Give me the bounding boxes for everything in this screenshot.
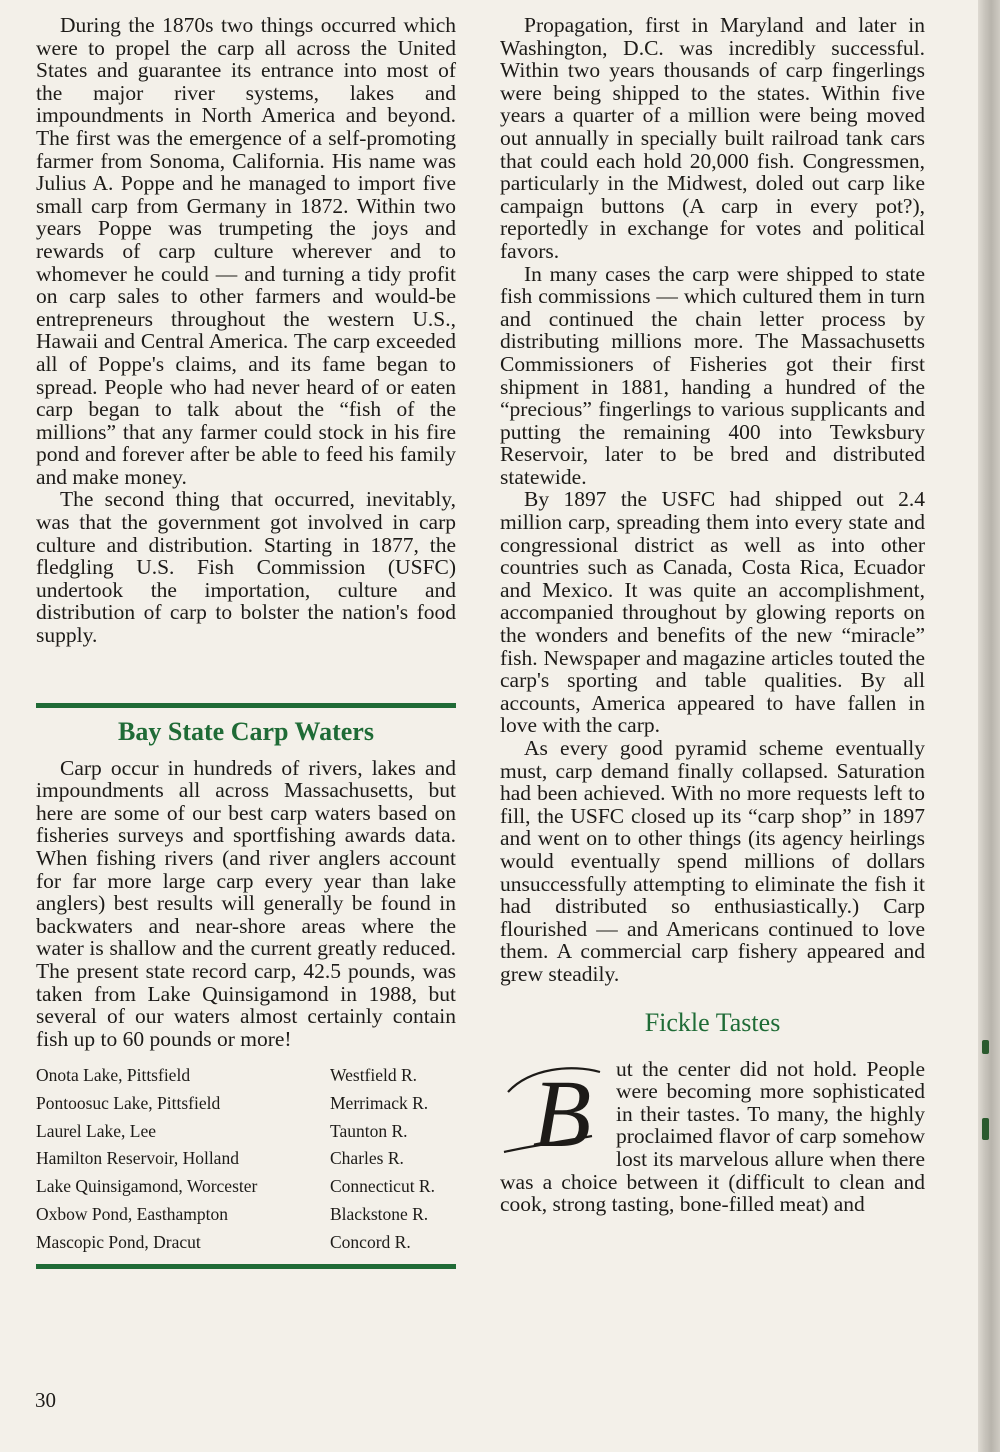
lake-item: Lake Quinsigamond, Worcester: [36, 1176, 258, 1197]
dropcap-glyph: B: [532, 1061, 592, 1154]
lake-item: Pontoosuc Lake, Pittsfield: [36, 1093, 221, 1114]
river-item: Blackstone R.: [330, 1203, 429, 1224]
body-paragraph: As every good pyramid scheme eventually must, carp demand finally collapsed. Saturation had been achieved. With no more requests left to fill, the USFC closed up its “carp shop” in 1897 and went on to other things (its agency heirlings would eventually spend millions of dollars unsuccessfully attempting to eliminate the fish it had distributed so enthusiastically.) Carp flourished — and Americans continued to love them. A commercial carp fishery appeared and grew steadily.: [500, 736, 925, 986]
sidebar-title: Bay State Carp Waters: [118, 716, 374, 746]
river-item: Concord R.: [330, 1231, 411, 1252]
river-item: Charles R.: [330, 1148, 404, 1169]
section-heading: Fickle Tastes: [644, 1007, 781, 1037]
river-item: Connecticut R.: [330, 1176, 435, 1197]
right-column: [500, 14, 925, 1216]
sidebar-bay-state-carp-waters: [36, 703, 456, 1270]
river-item: Taunton R.: [330, 1120, 408, 1141]
lake-item: Onota Lake, Pittsfield: [36, 1065, 191, 1086]
river-item: Westfield R.: [330, 1065, 418, 1086]
lake-item: Laurel Lake, Lee: [36, 1120, 156, 1141]
lake-item: Oxbow Pond, Easthampton: [36, 1203, 229, 1224]
river-item: Merrimack R.: [330, 1093, 429, 1114]
body-paragraph: By 1897 the USFC had shipped out 2.4 million carp, spreading them into every state and congressional district as well as into other countries such as Canada, Costa Rica, Ecuador and Mexico. It was quite an accomplishment, accompanied throughout by glowing reports on the wonders and benefits of the new “miracle” fish. Newspaper and magazine articles touted the carp's sporting and table qualities. By all accounts, America appeared to have fallen in love with the carp.: [500, 487, 925, 738]
sidebar-bottom-rule: [36, 1264, 456, 1269]
body-paragraph: The second thing that occurred, inevitably, was that the government got involved in carp culture and distribution. Starting in 1877, the fledgling U.S. Fish Commission (USFC) undertook the importation, culture and distribution of carp to bolster the nation's food supply.: [36, 487, 456, 648]
body-paragraph: During the 1870s two things occurred which were to propel the carp all across the United States and guarantee its entrance into most of the major river systems, lakes and impoundments in North America and beyond. The first was the emergence of a self-promoting farmer from Sonoma, California. His name was Julius A. Poppe and he managed to import five small carp from Germany in 1872. Within two years Poppe was trumpeting the joys and rewards of carp culture wherever and to whomever he could — and turning a tidy profit on carp sales to other farmers and would-be entrepreneurs throughout the western U.S., Hawaii and Central America. The carp exceeded all of Poppe's claims, and its fame began to spread. People who had never heard of or eaten carp began to talk about the “fish of the millions” that any farmer could stock in his fire pond and forever after be able to feed his family and make money.: [36, 13, 456, 489]
body-paragraph: Propagation, first in Maryland and later in Washington, D.C. was incredibly successful. Within two years thousands of carp fingerlings were being shipped to the states. Within five years a quarter of a million were being moved out annually in specially built railroad tank cars that could each hold 20,000 fish. Congressmen, particularly in the Midwest, doled out carp like campaign buttons (A carp in every pot?), reportedly in exchange for votes and political favors.: [500, 13, 925, 263]
body-paragraph: In many cases the carp were shipped to state fish commissions — which cultured them in turn and continued the chain letter process by distributing millions more. The Massachusetts Commissioners of Fisheries got their first shipment in 1881, handing a hundred of the “precious” fingerlings to various supplicants and putting the remaining 400 into Tewksbury Reservoir, later to be bred and distributed statewide.: [500, 261, 925, 489]
page-binding-edge: [978, 0, 1000, 1452]
binding-mark: [982, 1118, 989, 1140]
waters-list: [36, 1062, 456, 1256]
binding-mark: [982, 1040, 989, 1054]
left-column: [36, 14, 456, 1269]
page-number: 30: [35, 1388, 56, 1412]
sidebar-intro: Carp occur in hundreds of rivers, lakes and impoundments all across Massachusetts, but here are some of our best carp waters based on fisheries surveys and sportfishing awards data. When fishing rivers (and river anglers account for far more large carp every year than lake anglers) best results will generally be found in backwaters and near-shore areas where the water is shallow and the current greatly reduced. The present state record carp, 42.5 pounds, was taken from Lake Quinsigamond in 1988, but several of our waters almost certainly contain fish up to 60 pounds or more!: [36, 755, 456, 1051]
dropcap-paragraph: [500, 1058, 925, 1216]
lake-item: Hamilton Reservoir, Holland: [36, 1148, 239, 1169]
dropcap-paragraph-text: ut the center did not hold. People were becoming more sophisticated in their tastes. To many, the highly proclaimed flavor of carp somehow lost its marvelous allure when there was a choice between it (difficult to clean and cook, strong tasting, bone-filled meat) and: [500, 1056, 925, 1217]
sidebar-top-rule: [36, 703, 456, 708]
drop-cap-letter: [500, 1062, 610, 1154]
lake-item: Mascopic Pond, Dracut: [36, 1231, 201, 1252]
